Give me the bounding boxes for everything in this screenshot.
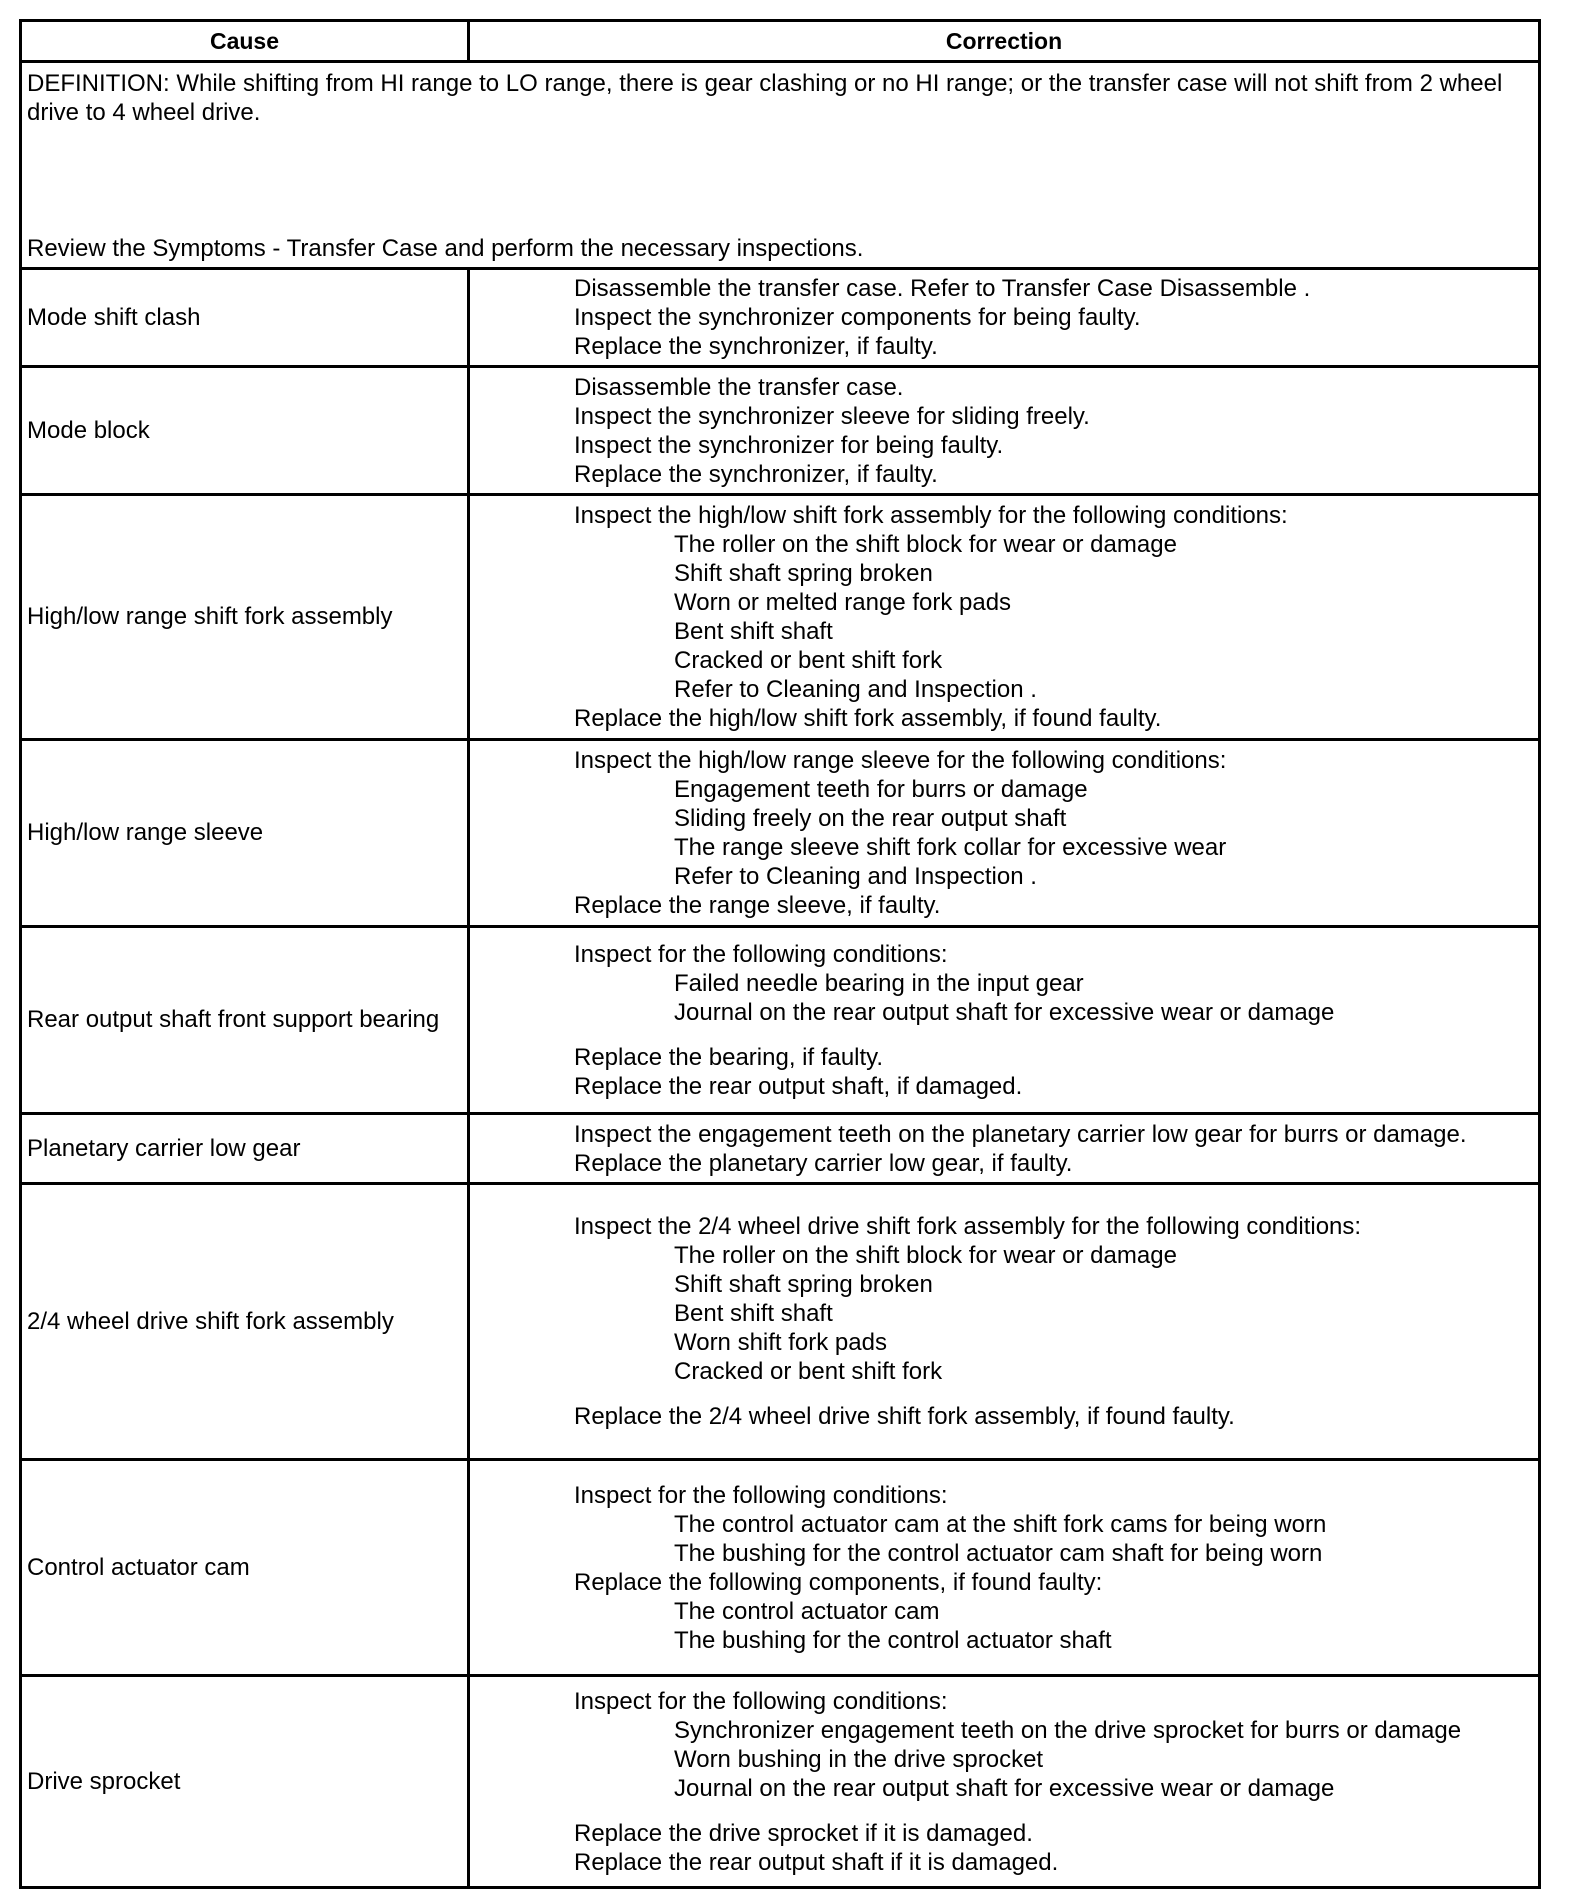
correction-line: Replace the following components, if found faulty: [574,1568,1103,1596]
table-row [21,927,1540,1114]
correction-line: Inspect the synchronizer components for being faulty. [574,304,1141,331]
review-symptoms-text: Review the Symptoms - Transfer Case and perform the necessary inspections. [27,235,864,262]
correction-cell [469,740,1540,927]
correction-line: Inspect the high/low shift fork assembly for the following conditions: [574,502,1288,529]
correction-subline: Synchronizer engagement teeth on the drive sprocket for burrs or damage [674,1716,1462,1744]
correction-cell [469,495,1540,740]
correction-subline: Journal on the rear output shaft for excessive wear or damage [674,1774,1335,1802]
correction-subline: Sliding freely on the rear output shaft [674,805,1067,832]
correction-cell [469,269,1540,367]
correction-cell [469,367,1540,495]
correction-line: Inspect for the following conditions: [574,940,948,968]
correction-line: Replace the 2/4 wheel drive shift fork assembly, if found faulty. [574,1403,1235,1430]
cause-cell: High/low range sleeve [21,740,469,927]
correction-line: Replace the synchronizer, if faulty. [574,460,938,488]
correction-subline: Journal on the rear output shaft for excessive wear or damage [674,998,1335,1026]
cause-cell: High/low range shift fork assembly [21,495,469,740]
cause-cell: Drive sprocket [21,1676,469,1888]
correction-cell [469,1460,1540,1676]
correction-line: Replace the range sleeve, if faulty. [574,892,941,919]
correction-line: Replace the planetary carrier low gear, if faulty. [574,1149,1073,1177]
cause-header: Cause [21,21,469,62]
correction-line: Inspect the synchronizer for being faulty. [574,431,1004,459]
correction-line: Replace the rear output shaft, if damaged. [574,1072,1023,1100]
cause-cell: 2/4 wheel drive shift fork assembly [21,1184,469,1460]
correction-subline: Bent shift shaft [674,618,833,645]
cause-cell: Mode block [21,367,469,495]
correction-line: Inspect the synchronizer sleeve for sliding freely. [574,402,1090,430]
definition-cell [21,62,1540,269]
correction-subline: Shift shaft spring broken [674,560,933,587]
table-row [21,1114,1540,1184]
correction-subline: The control actuator cam [674,1597,940,1625]
correction-subline: Refer to Cleaning and Inspection . [674,676,1037,703]
correction-line: Replace the synchronizer, if faulty. [574,333,938,360]
table-row [21,1676,1540,1888]
correction-cell [469,927,1540,1114]
correction-subline: The range sleeve shift fork collar for excessive wear [674,834,1227,861]
cause-cell: Rear output shaft front support bearing [21,927,469,1114]
correction-line: Inspect the engagement teeth on the planetary carrier low gear for burrs or damage. [574,1120,1467,1148]
correction-line: Replace the high/low shift fork assembly, if found faulty. [574,705,1162,732]
cause-cell: Control actuator cam [21,1460,469,1676]
spacer [574,1803,1538,1819]
correction-line: Inspect the high/low range sleeve for the following conditions: [574,747,1227,774]
correction-line: Disassemble the transfer case. Refer to Transfer Case Disassemble . [574,275,1311,302]
correction-subline: The roller on the shift block for wear or damage [674,531,1177,558]
table-row [21,1460,1540,1676]
correction-subline: Cracked or bent shift fork [674,1358,943,1385]
table-row [21,740,1540,927]
correction-subline: Refer to Cleaning and Inspection . [674,863,1037,890]
correction-line: Replace the drive sprocket if it is damaged. [574,1819,1033,1847]
table-row [21,269,1540,367]
correction-subline: The control actuator cam at the shift fork cams for being worn [674,1510,1327,1538]
correction-line: Inspect for the following conditions: [574,1481,948,1509]
table-row [21,367,1540,495]
correction-line: Inspect for the following conditions: [574,1687,948,1715]
table-row [21,495,1540,740]
definition-row [21,62,1540,269]
correction-line: Replace the rear output shaft if it is damaged. [574,1848,1059,1876]
correction-subline: Worn or melted range fork pads [674,589,1012,616]
spacer [574,1386,1538,1402]
diagnostic-table [19,19,1541,1889]
spacer [574,1027,1538,1043]
correction-subline: Shift shaft spring broken [674,1271,933,1298]
correction-subline: Bent shift shaft [674,1300,833,1327]
correction-subline: Engagement teeth for burrs or damage [674,776,1088,803]
cause-cell: Planetary carrier low gear [21,1114,469,1184]
correction-cell [469,1114,1540,1184]
correction-line: Inspect the 2/4 wheel drive shift fork assembly for the following conditions: [574,1213,1362,1240]
correction-subline: Worn shift fork pads [674,1329,887,1356]
correction-line: Replace the bearing, if faulty. [574,1043,884,1071]
correction-subline: Cracked or bent shift fork [674,647,943,674]
correction-subline: The roller on the shift block for wear or damage [674,1242,1177,1269]
correction-cell [469,1676,1540,1888]
correction-subline: Failed needle bearing in the input gear [674,969,1084,997]
correction-subline: The bushing for the control actuator cam shaft for being worn [674,1539,1323,1567]
cause-cell: Mode shift clash [21,269,469,367]
correction-subline: The bushing for the control actuator shaft [674,1626,1112,1654]
definition-text: DEFINITION: While shifting from HI range to LO range, there is gear clashing or no HI range; or the transfer case will not shift from 2 wheel drive to 4 wheel drive. [27,70,1503,126]
header-row [21,21,1540,62]
correction-line: Disassemble the transfer case. [574,373,904,401]
correction-subline: Worn bushing in the drive sprocket [674,1745,1044,1773]
correction-cell [469,1184,1540,1460]
table-row [21,1184,1540,1460]
correction-header: Correction [469,21,1540,62]
